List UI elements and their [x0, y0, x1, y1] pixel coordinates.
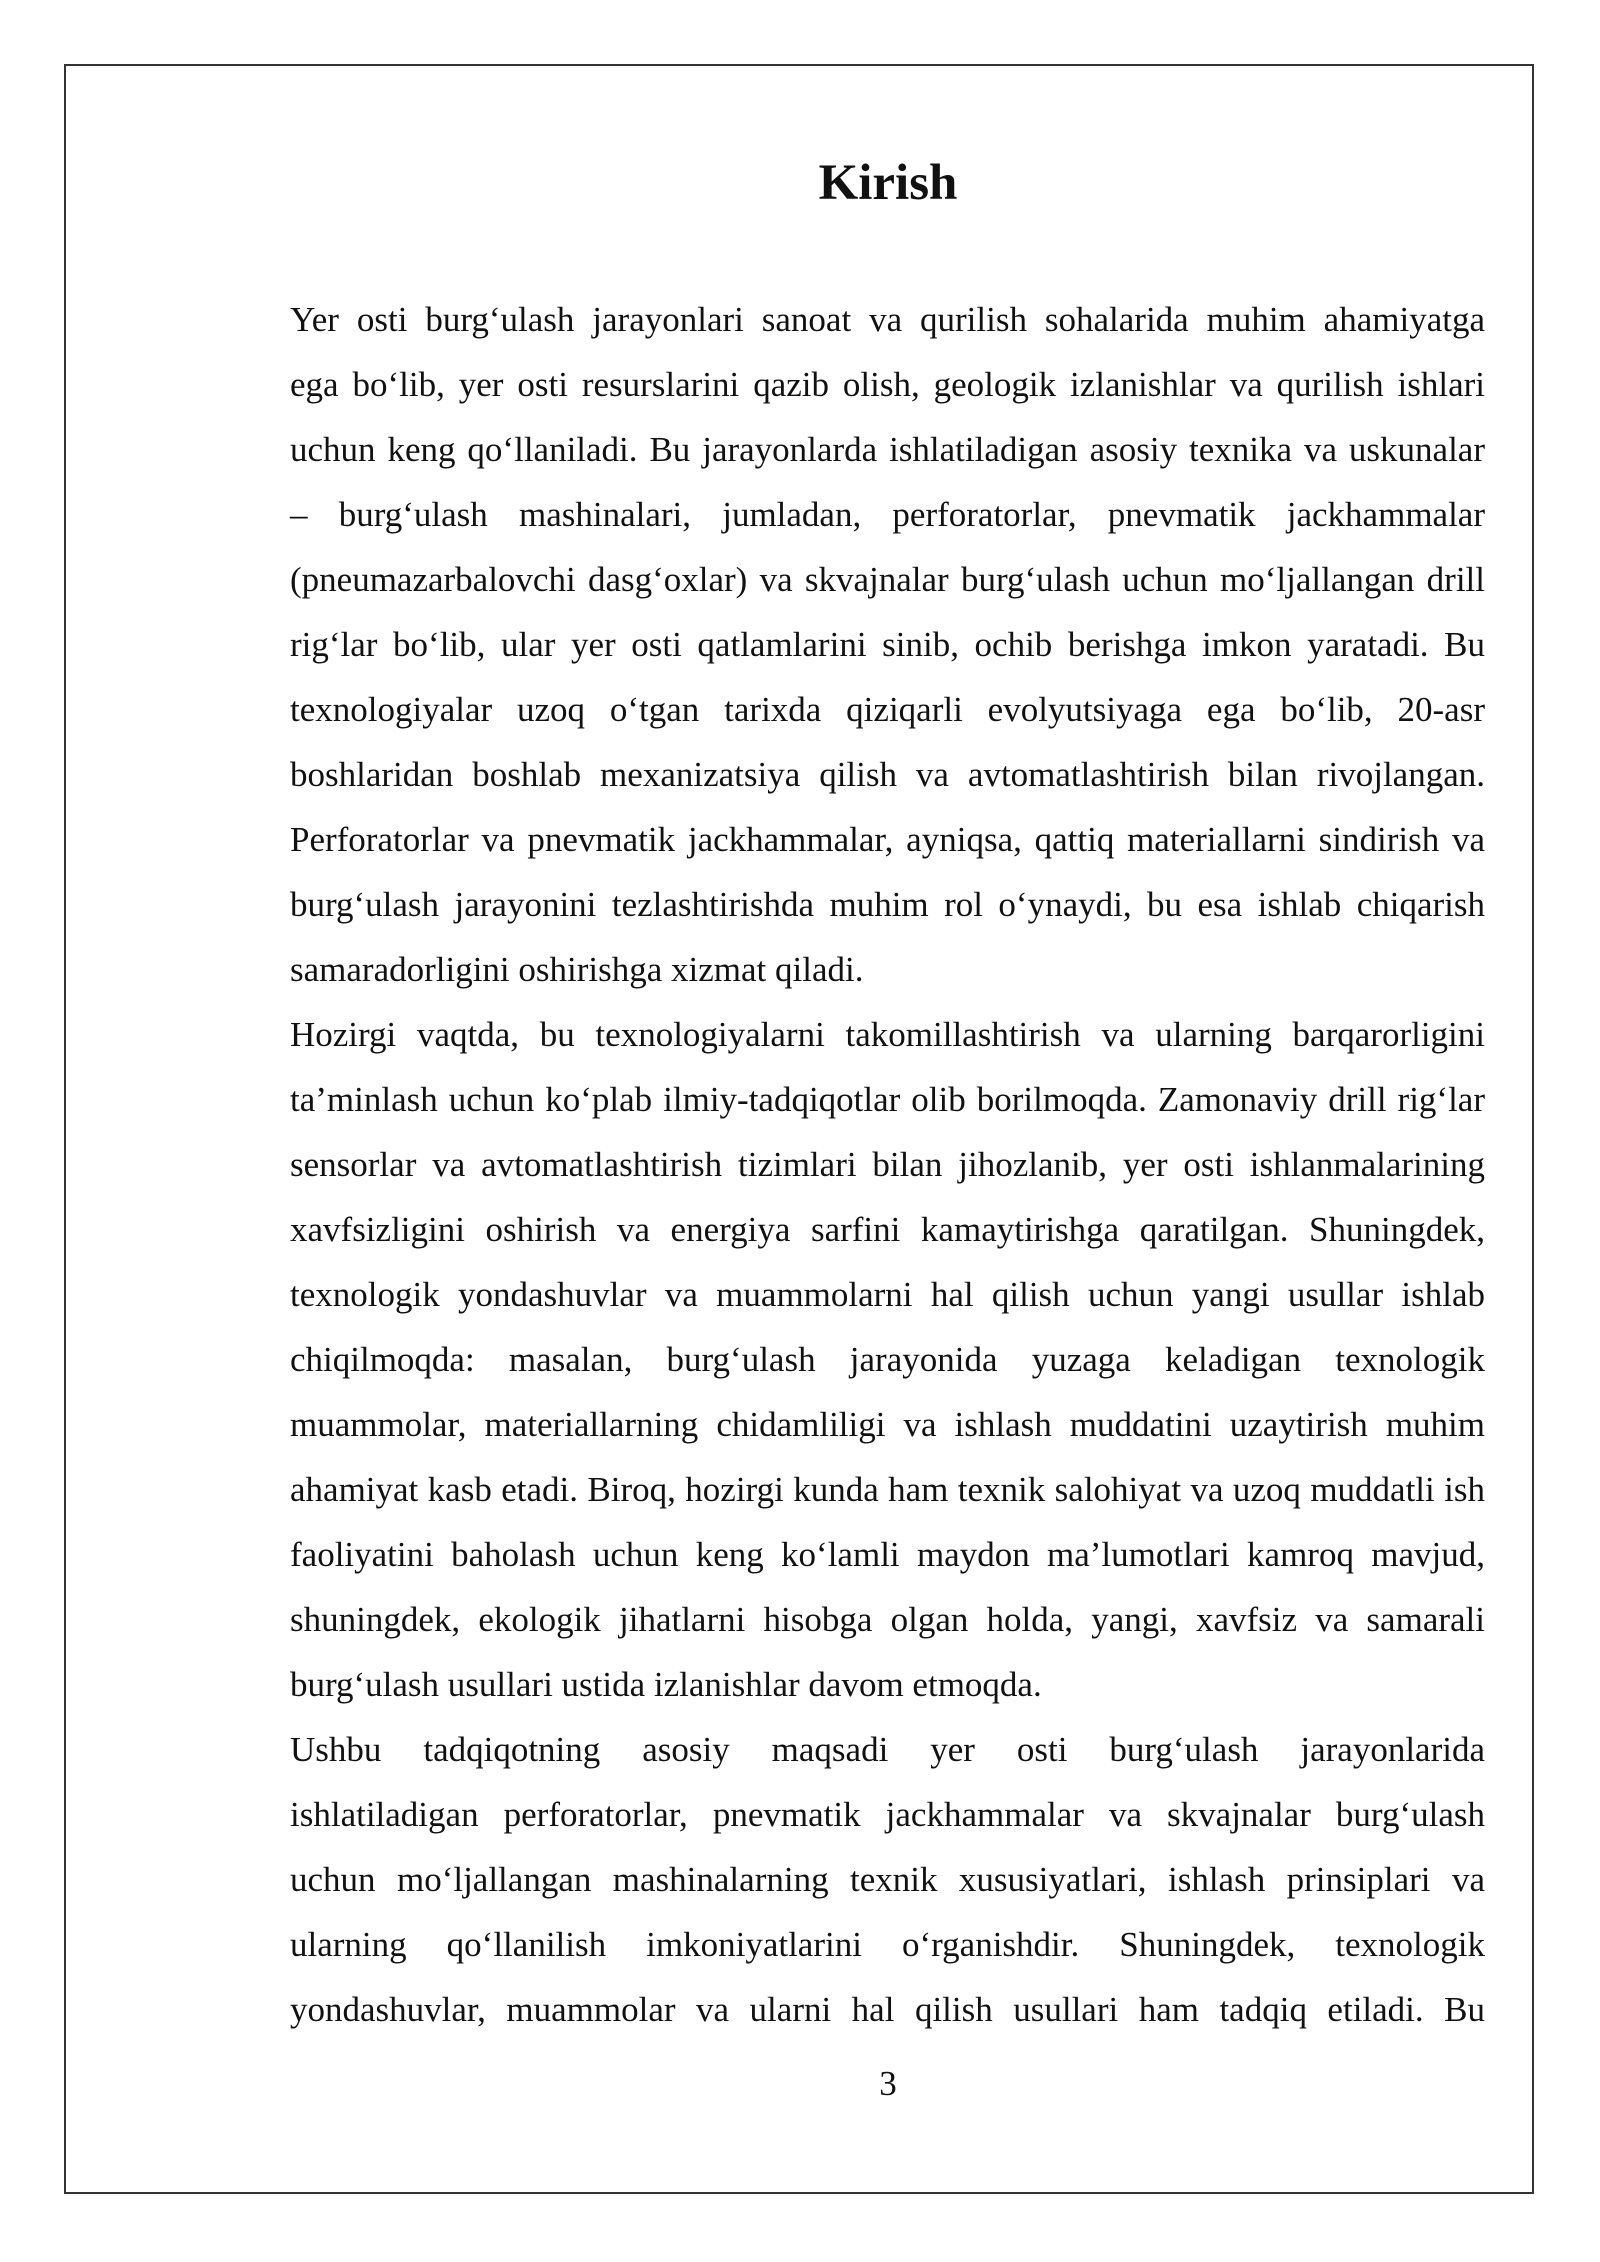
text-line: texnologiyalar uzoq o‘tgan tarixda qiziqarli evolyutsiyaga ega bo‘lib, 20-asr	[290, 690, 1485, 729]
page-heading: Kirish	[818, 155, 958, 211]
text-line: muammolar, materiallarning chidamliligi va ishlash muddatini uzaytirish muhim	[290, 1405, 1485, 1444]
text-line: shuningdek, ekologik jihatlarni hisobga olgan holda, yangi, xavfsiz va samarali	[290, 1600, 1485, 1639]
text-line: uchun keng qo‘llaniladi. Bu jarayonlarda ishlatiladigan asosiy texnika va uskunalar	[290, 430, 1485, 469]
text-line: sensorlar va avtomatlashtirish tizimlari bilan jihozlanib, yer osti ishlanmalarining	[290, 1145, 1485, 1184]
text-line: Perforatorlar va pnevmatik jackhammalar, ayniqsa, qattiq materiallarni sindirish va	[290, 820, 1485, 859]
text-line: samaradorligini oshirishga xizmat qiladi.	[290, 950, 864, 989]
text-line: Hozirgi vaqtda, bu texnologiyalarni takomillashtirish va ularning barqarorligini	[290, 1015, 1485, 1054]
text-line: ega bo‘lib, yer osti resurslarini qazib olish, geologik izlanishlar va qurilish ishlari	[290, 365, 1485, 404]
text-line: (pneumazarbalovchi dasg‘oxlar) va skvajnalar burg‘ulash uchun mo‘ljallangan drill	[290, 560, 1485, 599]
text-line: Ushbu tadqiqotning asosiy maqsadi yer osti burg‘ulash jarayonlarida	[290, 1730, 1485, 1769]
text-line: ahamiyat kasb etadi. Biroq, hozirgi kunda ham texnik salohiyat va uzoq muddatli ish	[290, 1470, 1485, 1509]
text-line: ishlatiladigan perforatorlar, pnevmatik jackhammalar va skvajnalar burg‘ulash	[290, 1795, 1485, 1834]
text-line: texnologik yondashuvlar va muammolarni hal qilish uchun yangi usullar ishlab	[290, 1275, 1485, 1314]
text-line: ularning qo‘llanilish imkoniyatlarini o‘rganishdir. Shuningdek, texnologik	[290, 1925, 1485, 1964]
text-line: xavfsizligini oshirish va energiya sarfini kamaytirishga qaratilgan. Shuningdek,	[290, 1210, 1485, 1249]
text-line: Yer osti burg‘ulash jarayonlari sanoat va qurilish sohalarida muhim ahamiyatga	[290, 300, 1485, 339]
document-body	[228, 287, 1485, 2042]
text-line: yondashuvlar, muammolar va ularni hal qilish usullari ham tadqiq etiladi. Bu	[290, 1990, 1485, 2029]
paragraph-3	[228, 1717, 1485, 2042]
text-line: burg‘ulash usullari ustida izlanishlar davom etmoqda.	[290, 1665, 1042, 1704]
text-line: chiqilmoqda: masalan, burg‘ulash jarayonida yuzaga keladigan texnologik	[290, 1340, 1485, 1379]
text-line: burg‘ulash jarayonini tezlashtirishda muhim rol o‘ynaydi, bu esa ishlab chiqarish	[290, 885, 1485, 924]
text-line: ta’minlash uchun ko‘plab ilmiy-tadqiqotlar olib borilmoqda. Zamonaviy drill rig‘lar	[290, 1080, 1485, 1119]
paragraph-2	[228, 1002, 1485, 1717]
page-number: 3	[879, 2064, 897, 2103]
text-line: uchun mo‘ljallangan mashinalarning texnik xususiyatlari, ishlash prinsiplari va	[290, 1860, 1485, 1899]
text-line: faoliyatini baholash uchun keng ko‘lamli maydon ma’lumotlari kamroq mavjud,	[290, 1535, 1485, 1574]
paragraph-1	[228, 287, 1485, 1002]
text-line: – burg‘ulash mashinalari, jumladan, perforatorlar, pnevmatik jackhammalar	[290, 495, 1485, 534]
text-line: boshlaridan boshlab mexanizatsiya qilish va avtomatlashtirish bilan rivojlangan.	[290, 755, 1485, 794]
text-line: rig‘lar bo‘lib, ular yer osti qatlamlarini sinib, ochib berishga imkon yaratadi. Bu	[290, 625, 1485, 664]
